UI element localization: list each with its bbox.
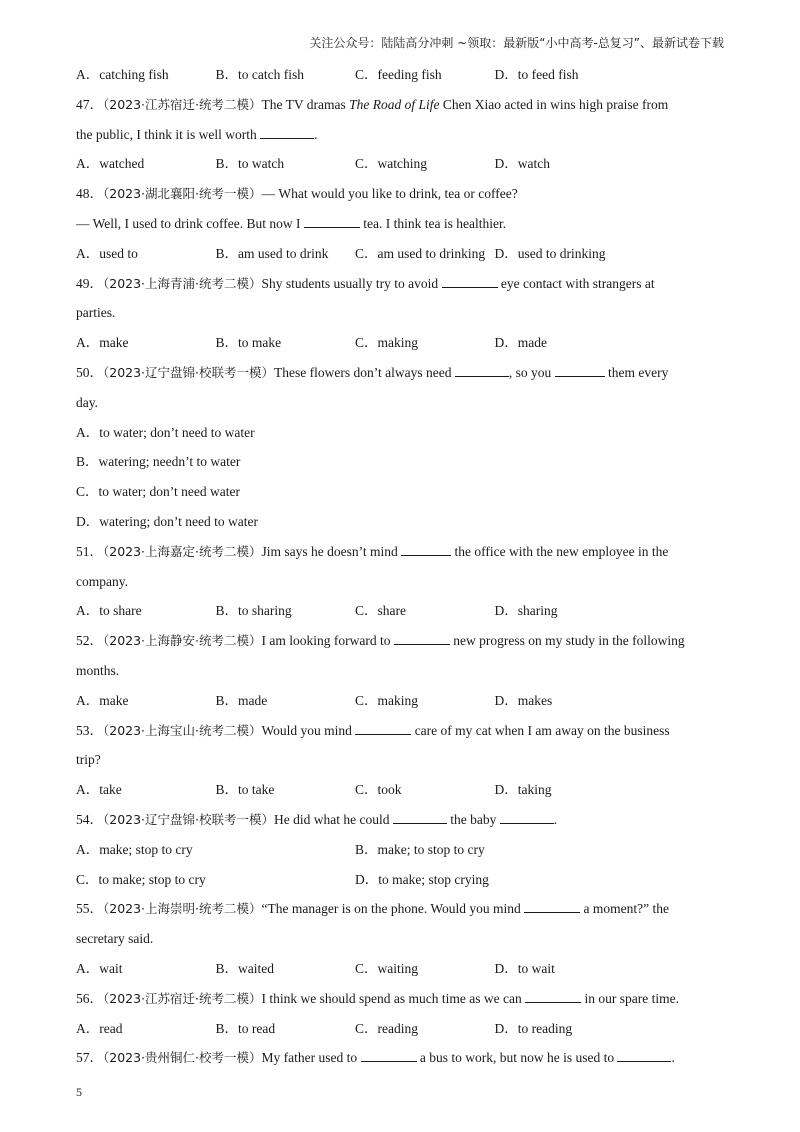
option-a: A．make; stop to cry — [76, 841, 193, 857]
question-53-stem — [76, 716, 724, 746]
option-c: C．share — [355, 603, 406, 619]
question-number: 49． — [76, 275, 103, 291]
option-c: C．to make; stop to cry — [76, 871, 206, 887]
answer-blank — [524, 900, 580, 913]
stem-text: Chen Xiao acted in wins high praise from — [439, 96, 669, 112]
option-c: C．making — [355, 692, 418, 708]
stem-text: care of my cat when I am away on the business — [411, 722, 670, 738]
stem-text: . — [553, 811, 558, 827]
q53-options — [76, 775, 724, 805]
stem-text: trip? — [76, 752, 101, 768]
question-number: 53． — [76, 722, 103, 738]
q51-options — [76, 596, 724, 626]
option-a: A．used to — [76, 245, 138, 261]
question-48-stem-cont — [76, 209, 724, 239]
option-c: C．waiting — [355, 960, 418, 976]
question-52-stem — [76, 626, 724, 656]
stem-text: I am looking forward to — [261, 633, 394, 649]
option-c: C．feeding fish — [355, 67, 442, 82]
q54-options-row2 — [76, 865, 724, 895]
question-list — [76, 60, 724, 1073]
q46-options — [76, 60, 724, 90]
option-b: B．to watch — [215, 156, 285, 172]
stem-text: secretary said. — [76, 931, 154, 947]
stem-text: The TV dramas — [261, 96, 350, 112]
stem-text: My father used to — [261, 1050, 361, 1066]
stem-text: the office with the new employee in the — [451, 543, 669, 559]
question-number: 52． — [76, 633, 103, 649]
stem-text: a moment?” the — [580, 901, 669, 917]
stem-text: the public, I think it is well worth — [76, 126, 261, 142]
option-a: A．read — [76, 1020, 123, 1036]
stem-text: He did what he could — [274, 811, 393, 827]
question-number: 55． — [76, 901, 103, 917]
q47-options — [76, 149, 724, 179]
question-49-stem — [76, 269, 724, 299]
question-number: 50． — [76, 364, 103, 380]
option-a: A．to share — [76, 603, 142, 619]
stem-text: Shy students usually try to avoid — [261, 275, 442, 291]
option-b: B．to take — [215, 782, 275, 798]
stem-text: day. — [76, 394, 98, 410]
option-c: C．to water; don’t need water — [76, 484, 240, 500]
question-54-stem — [76, 805, 724, 835]
stem-text: — Well, I used to drink coffee. But now I — [76, 215, 304, 231]
question-source: （2023·江苏宿迁·统考二模） — [103, 990, 262, 1006]
option-d: D．used to drinking — [494, 245, 606, 261]
question-51-stem — [76, 537, 724, 567]
option-a: A．make — [76, 692, 129, 708]
answer-blank — [455, 364, 509, 377]
answer-blank — [260, 126, 314, 139]
question-source: （2023·辽宁盘锦·校联考一模） — [103, 364, 275, 380]
answer-blank — [500, 811, 554, 824]
option-d: D．taking — [494, 782, 552, 798]
question-56-stem — [76, 984, 724, 1014]
stem-text: new progress on my study in the following — [449, 633, 685, 649]
stem-text: Would you mind — [261, 722, 356, 738]
stem-text: . — [671, 1050, 675, 1066]
option-b: B．waited — [215, 960, 274, 976]
q55-options — [76, 954, 724, 984]
q52-options — [76, 686, 724, 716]
stem-text: months. — [76, 662, 120, 678]
question-source: （2023·上海青浦·统考二模） — [103, 275, 262, 291]
answer-blank — [304, 215, 360, 228]
option-d: D．watering; don’t need to water — [76, 513, 258, 529]
question-source: （2023·上海崇明·统考二模） — [103, 901, 262, 917]
stem-text: tea. I think tea is healthier. — [359, 215, 507, 231]
option-c: C．reading — [355, 1020, 418, 1036]
question-number: 48． — [76, 186, 103, 202]
option-c: C．took — [355, 782, 402, 798]
stem-text: a bus to work, but now he is used to — [416, 1050, 618, 1066]
stem-text: I think we should spend as much time as we can — [261, 990, 526, 1006]
answer-blank — [617, 1049, 671, 1062]
question-49-stem-cont — [76, 298, 724, 328]
option-a: A．catching fish — [76, 67, 169, 82]
question-number: 56． — [76, 990, 103, 1006]
question-number: 54． — [76, 811, 103, 827]
answer-blank — [393, 811, 447, 824]
stem-text: , so you — [508, 364, 555, 380]
stem-text: eye contact with strangers at — [497, 275, 655, 291]
question-source: （2023·贵州铜仁·校考一模） — [103, 1050, 262, 1066]
page-number: 5 — [76, 1085, 82, 1099]
answer-blank — [355, 722, 411, 735]
question-source: （2023·江苏宿迁·统考二模） — [103, 96, 262, 112]
q56-options — [76, 1014, 724, 1044]
option-b: B．am used to drink — [215, 245, 329, 261]
option-b: B．made — [215, 692, 268, 708]
option-b: B．to catch fish — [215, 67, 304, 82]
question-47-stem — [76, 90, 724, 120]
question-47-stem-cont — [76, 120, 724, 150]
option-b: B．to make — [215, 335, 282, 351]
question-source: （2023·上海嘉定·统考二模） — [103, 543, 262, 559]
stem-text: These flowers don’t always need — [274, 364, 455, 380]
question-51-stem-cont — [76, 567, 724, 597]
question-53-stem-cont — [76, 745, 724, 775]
option-a: A．make — [76, 335, 129, 351]
stem-text: company. — [76, 573, 128, 589]
option-a: A．take — [76, 782, 122, 798]
question-source: （2023·辽宁盘锦·校联考一模） — [103, 811, 275, 827]
stem-text: the baby — [446, 811, 500, 827]
question-57-stem — [76, 1043, 724, 1073]
q48-options — [76, 239, 724, 269]
question-source: （2023·湖北襄阳·统考一模） — [103, 186, 262, 202]
option-b: B．to sharing — [215, 603, 292, 619]
stem-text: parties. — [76, 305, 116, 321]
answer-blank — [394, 632, 450, 645]
stem-text: . — [314, 126, 318, 142]
question-source: （2023·上海静安·统考二模） — [103, 633, 262, 649]
answer-blank — [525, 990, 581, 1003]
option-d: D．to feed fish — [494, 67, 579, 82]
answer-blank — [555, 364, 605, 377]
question-52-stem-cont — [76, 656, 724, 686]
option-c: C．am used to drinking — [355, 245, 486, 261]
question-55-stem — [76, 894, 724, 924]
option-d: D．made — [494, 335, 547, 351]
question-50-stem — [76, 358, 724, 388]
stem-text: — What would you like to drink, tea or coffee? — [261, 186, 518, 202]
question-number: 51． — [76, 543, 103, 559]
option-d: D．sharing — [494, 603, 558, 619]
option-a: A．watched — [76, 156, 145, 172]
question-55-stem-cont — [76, 924, 724, 954]
stem-text: them every — [604, 364, 669, 380]
stem-text: “The manager is on the phone. Would you mind — [261, 901, 525, 917]
question-48-stem — [76, 179, 724, 209]
drama-title: The Road of Life — [349, 96, 440, 112]
option-b: B．watering; needn’t to water — [76, 454, 241, 470]
option-b: B．make; to stop to cry — [355, 841, 485, 857]
option-d: D．watch — [494, 156, 550, 172]
question-number: 47． — [76, 96, 103, 112]
stem-text: in our spare time. — [581, 990, 679, 1006]
question-50-stem-cont — [76, 388, 724, 418]
answer-blank — [361, 1049, 417, 1062]
option-c: C．watching — [355, 156, 427, 172]
q49-options — [76, 328, 724, 358]
q54-options-row1 — [76, 835, 724, 865]
option-d: D．to wait — [494, 960, 555, 976]
option-c: C．making — [355, 335, 418, 351]
option-a: A．wait — [76, 960, 123, 976]
option-a: A．to water; don’t need to water — [76, 424, 255, 440]
option-d: D．to make; stop crying — [355, 871, 489, 887]
page-header: 关注公众号：陆陆高分冲刺 ~领取：最新版“小中高考-总复习”、最新试卷下载 — [309, 36, 724, 50]
question-number: 57． — [76, 1050, 103, 1066]
question-source: （2023·上海宝山·统考二模） — [103, 722, 262, 738]
option-d: D．to reading — [494, 1020, 573, 1036]
answer-blank — [401, 543, 451, 556]
option-b: B．to read — [215, 1020, 276, 1036]
stem-text: Jim says he doesn’t mind — [261, 543, 402, 559]
answer-blank — [442, 275, 498, 288]
option-d: D．makes — [494, 692, 553, 708]
